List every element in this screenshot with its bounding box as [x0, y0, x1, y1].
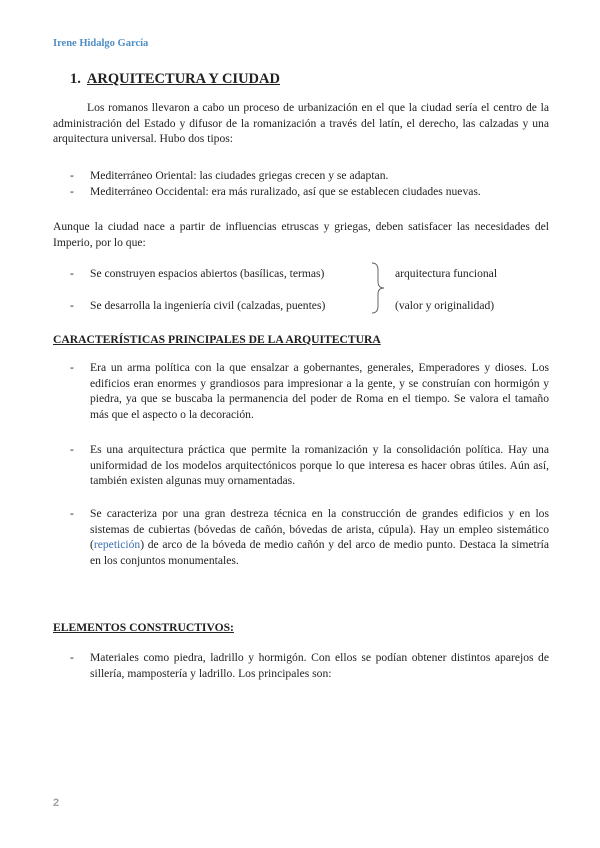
list-item: [53, 168, 549, 184]
bullet-dash: -: [70, 651, 74, 664]
bullet-dash: -: [70, 184, 74, 198]
section-1-heading: [70, 72, 280, 88]
bullet-dash: -: [70, 507, 74, 520]
characteristics-list: [53, 506, 549, 568]
curly-brace-icon: [370, 262, 386, 314]
characteristics-list: [53, 360, 549, 422]
list-item: [53, 184, 549, 200]
city-types-list: [53, 168, 549, 199]
list-item-text: Era un arma política con la que ensalzar a gobernantes, generales, Emperadores y dioses. Los edificios eran enormes y grandiosos para impresionar a la gente, y se construían con hormigón y piedra, ya que se buscaba la permanencia del poder de Roma en el tiempo. Se valora el tamaño más que el aspecto o la decoración.: [90, 361, 549, 421]
list-item: [53, 360, 549, 422]
list-item-text: Se desarrolla la ingeniería civil (calzadas, puentes): [90, 299, 326, 312]
bullet-dash: -: [70, 267, 74, 280]
functional-architecture-note: arquitectura funcional: [395, 267, 498, 280]
city-paragraph: Aunque la ciudad nace a partir de influencias etruscas y griegas, deben satisfacer las necesidades del Imperio, por lo que:: [53, 220, 549, 249]
section-2-title: CARACTERÍSTICAS PRINCIPALES DE LA ARQUITECTURA: [53, 333, 381, 346]
list-item-text-end: ) de arco de la bóveda de medio cañón y del arco de medio punto. Destaca la simetría en los conjuntos monumentales.: [90, 538, 549, 567]
list-item: [53, 650, 549, 681]
construction-elements-list: [53, 650, 549, 681]
repetition-link[interactable]: repetición: [93, 538, 141, 551]
section-3-title: ELEMENTOS CONSTRUCTIVOS:: [53, 621, 234, 634]
intro-paragraph: Los romanos llevaron a cabo un proceso de urbanización en el que la ciudad sería el centro de la administración del Estado y difusor de la romanización a través del latín, el derecho, las calzadas y una arquitectura universal. Hubo dos tipos:: [53, 101, 549, 145]
section-1-number: 1.: [70, 71, 81, 87]
bullet-dash: -: [70, 169, 74, 182]
author-header: Irene Hidalgo García: [53, 38, 149, 49]
page-number: 2: [53, 797, 60, 809]
bullet-dash: -: [70, 443, 74, 456]
bullet-dash: -: [70, 299, 74, 312]
bullet-dash: -: [70, 361, 74, 374]
list-item-text: Mediterráneo Occidental: era más ruralizado, así que se establecen ciudades nuevas.: [90, 184, 481, 198]
characteristics-list: [53, 442, 549, 489]
list-item-text: Mediterráneo Oriental: las ciudades griegas crecen y se adaptan.: [90, 169, 389, 182]
list-item: [53, 442, 549, 489]
list-item-text: Es una arquitectura práctica que permite la romanización y la consolidación política. Hay una uniformidad de los modelos arquitectónicos porque lo que interesa es hacer obras útiles. Aún así, también existen algunas muy ornamentadas.: [90, 443, 549, 487]
list-item-text: Se construyen espacios abiertos (basílicas, termas): [90, 267, 325, 280]
value-originality-note: (valor y originalidad): [395, 299, 495, 312]
section-1-title: ARQUITECTURA Y CIUDAD: [86, 71, 280, 87]
list-item: [53, 506, 549, 568]
list-item-text-start: Se caracteriza por una gran destreza técnica en la construcción de grandes edificios y en los sistemas de cubiertas (bóvedas de cañón, bóvedas de arista, cúpula). Hay un empleo sistemático (: [90, 507, 549, 551]
list-item-text: Materiales como piedra, ladrillo y hormigón. Con ellos se podían obtener distintos aparejos de sillería, mampostería y ladrillo. Los principales son:: [90, 651, 549, 680]
